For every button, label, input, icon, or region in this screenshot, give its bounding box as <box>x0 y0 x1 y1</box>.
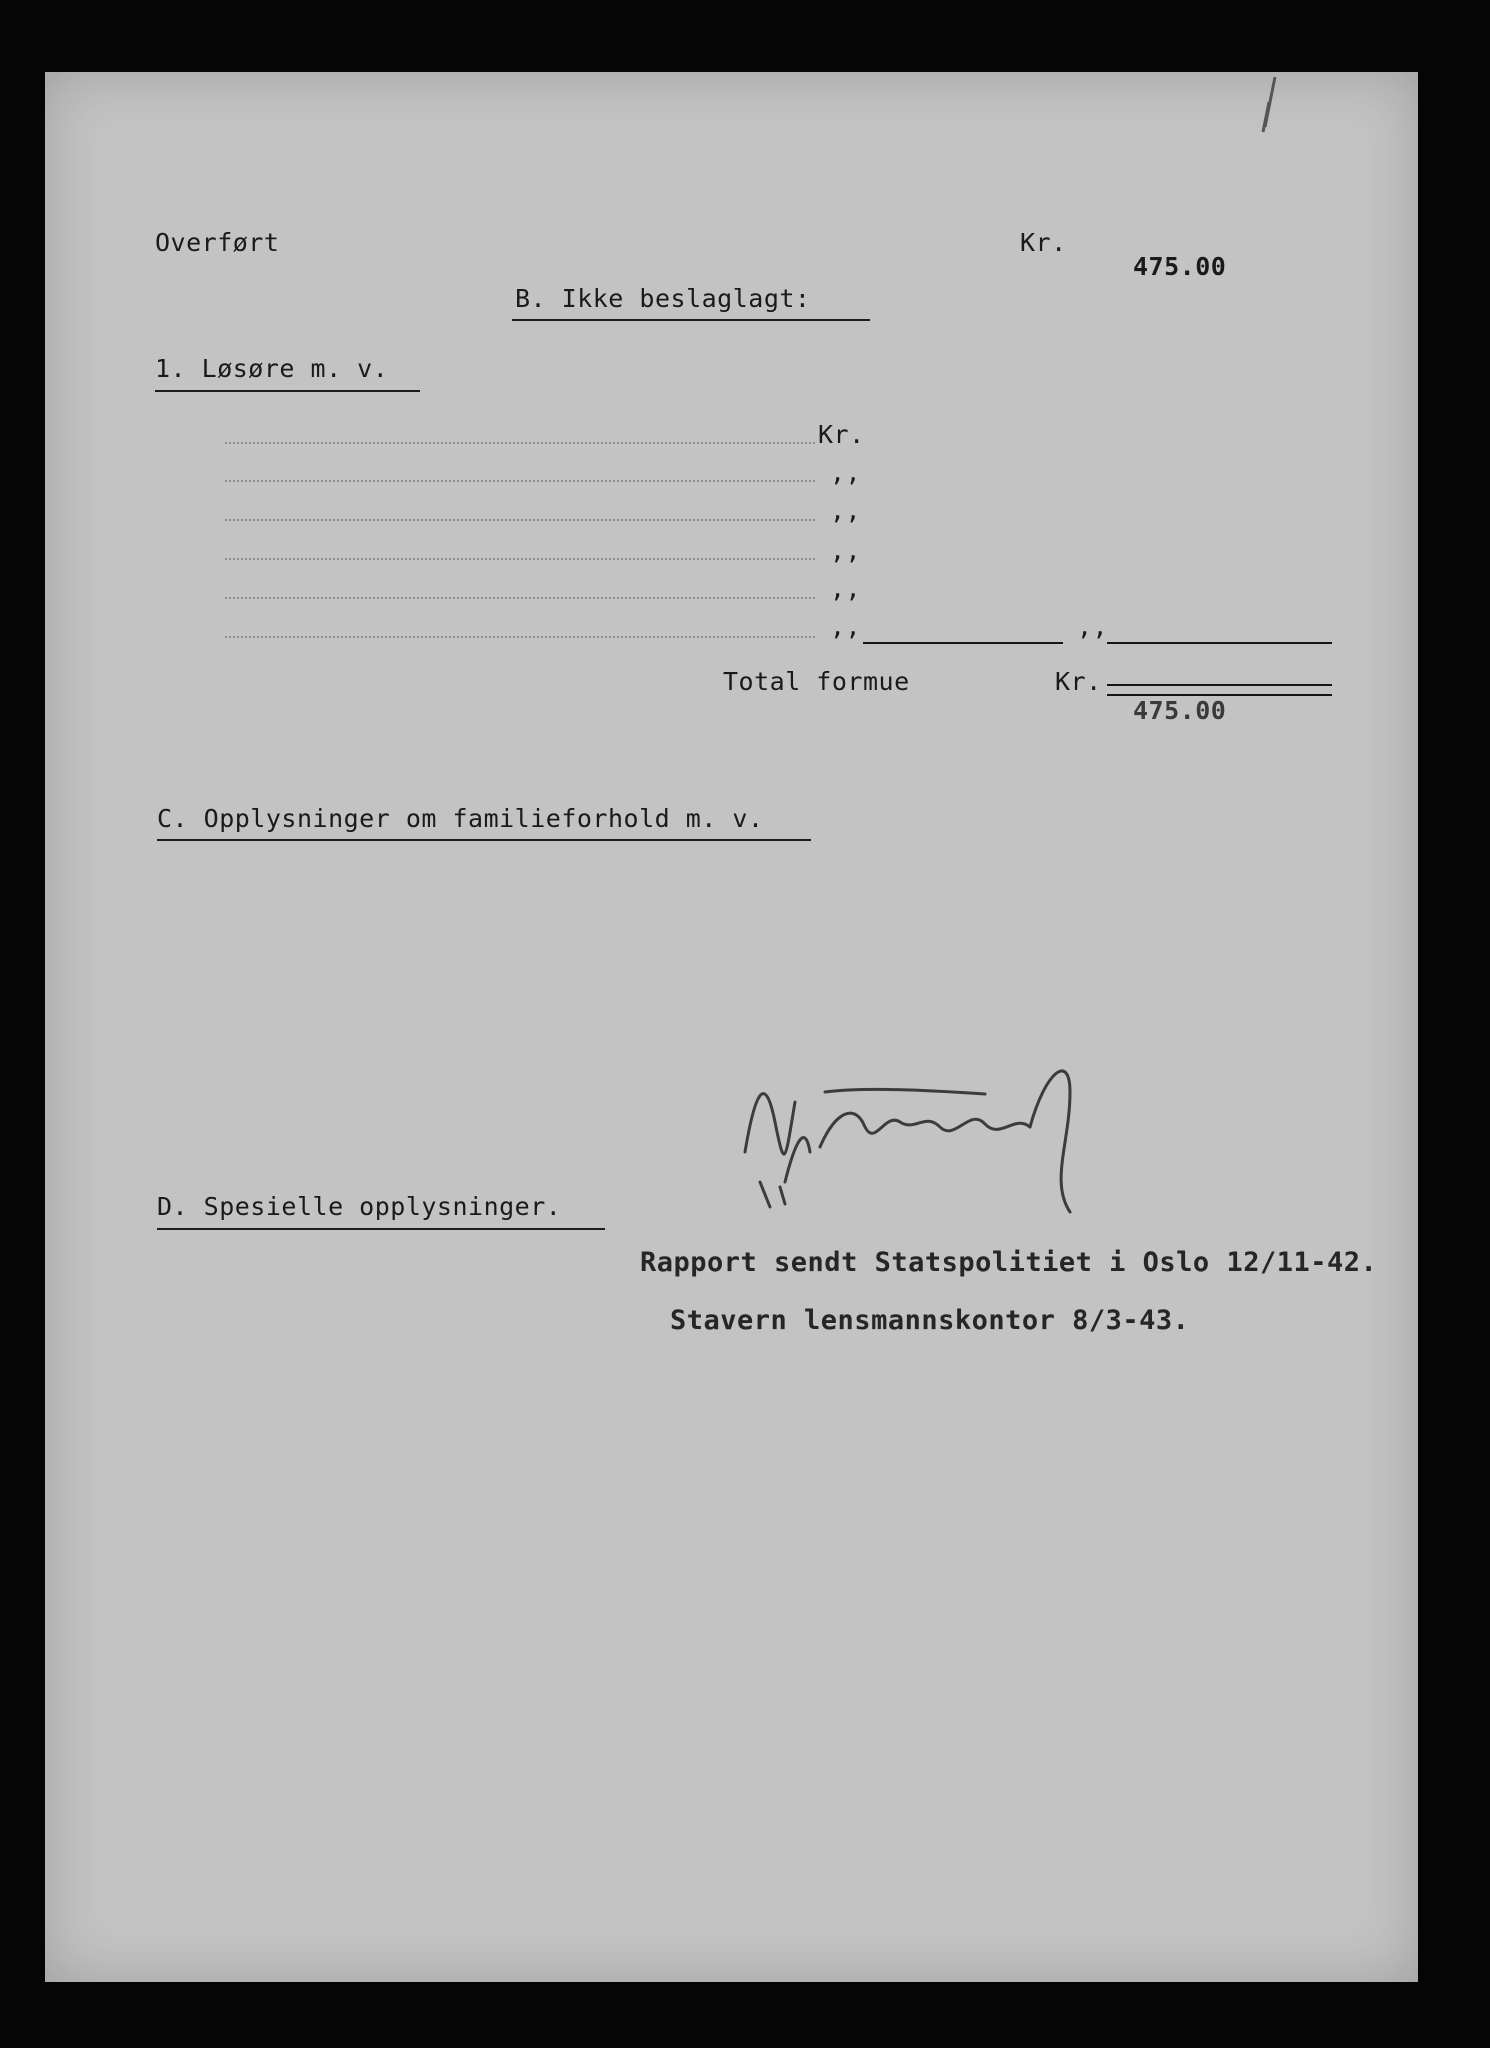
total-kr-label: Kr. <box>1055 667 1102 696</box>
total-amount: 475.00 <box>1133 696 1227 725</box>
section-1-heading: 1. Løsøre m. v. <box>155 354 389 383</box>
scratch-mark <box>1235 72 1315 192</box>
total-line-1 <box>1107 684 1332 686</box>
item-dotline-2 <box>225 480 815 482</box>
ditto-mark-4: ,, <box>830 574 862 603</box>
item-dotline-4 <box>225 558 815 560</box>
item-dotline-6 <box>225 636 815 638</box>
item-dotline-3 <box>225 519 815 521</box>
subtotal-line-left <box>863 642 1063 644</box>
section-d-heading: D. Spesielle opplysninger. <box>157 1192 562 1221</box>
section-d-underline <box>157 1228 605 1230</box>
section-b-underline <box>512 319 870 321</box>
ditto-mark-1: ,, <box>830 458 862 487</box>
header-kr-label: Kr. <box>1020 228 1067 257</box>
subtotal-line-right <box>1107 642 1332 644</box>
section-c-underline <box>157 839 811 841</box>
section-b-heading: B. Ikke beslaglagt: <box>515 284 811 313</box>
ditto-mark-5: ,, <box>830 612 862 641</box>
lensmann-stamp: Stavern lensmannskontor 8/3-43. <box>670 1305 1190 1336</box>
ditto-mark-mid: ,, <box>1077 612 1109 641</box>
overfort-label: Overført <box>155 228 280 257</box>
item-dotline-1 <box>225 442 815 444</box>
item-dotline-5 <box>225 597 815 599</box>
handwritten-signature <box>725 1032 1145 1232</box>
section-1-kr-label: Kr. <box>818 420 865 449</box>
section-c-heading: C. Opplysninger om familieforhold m. v. <box>157 804 764 833</box>
section-1-underline <box>155 390 420 392</box>
document-page <box>45 72 1418 1982</box>
rapport-stamp: Rapport sendt Statspolitiet i Oslo 12/11-42. <box>640 1247 1378 1278</box>
overfort-amount: 475.00 <box>1133 252 1227 281</box>
total-formue-label: Total formue <box>723 667 910 696</box>
ditto-mark-2: ,, <box>830 496 862 525</box>
ditto-mark-3: ,, <box>830 536 862 565</box>
